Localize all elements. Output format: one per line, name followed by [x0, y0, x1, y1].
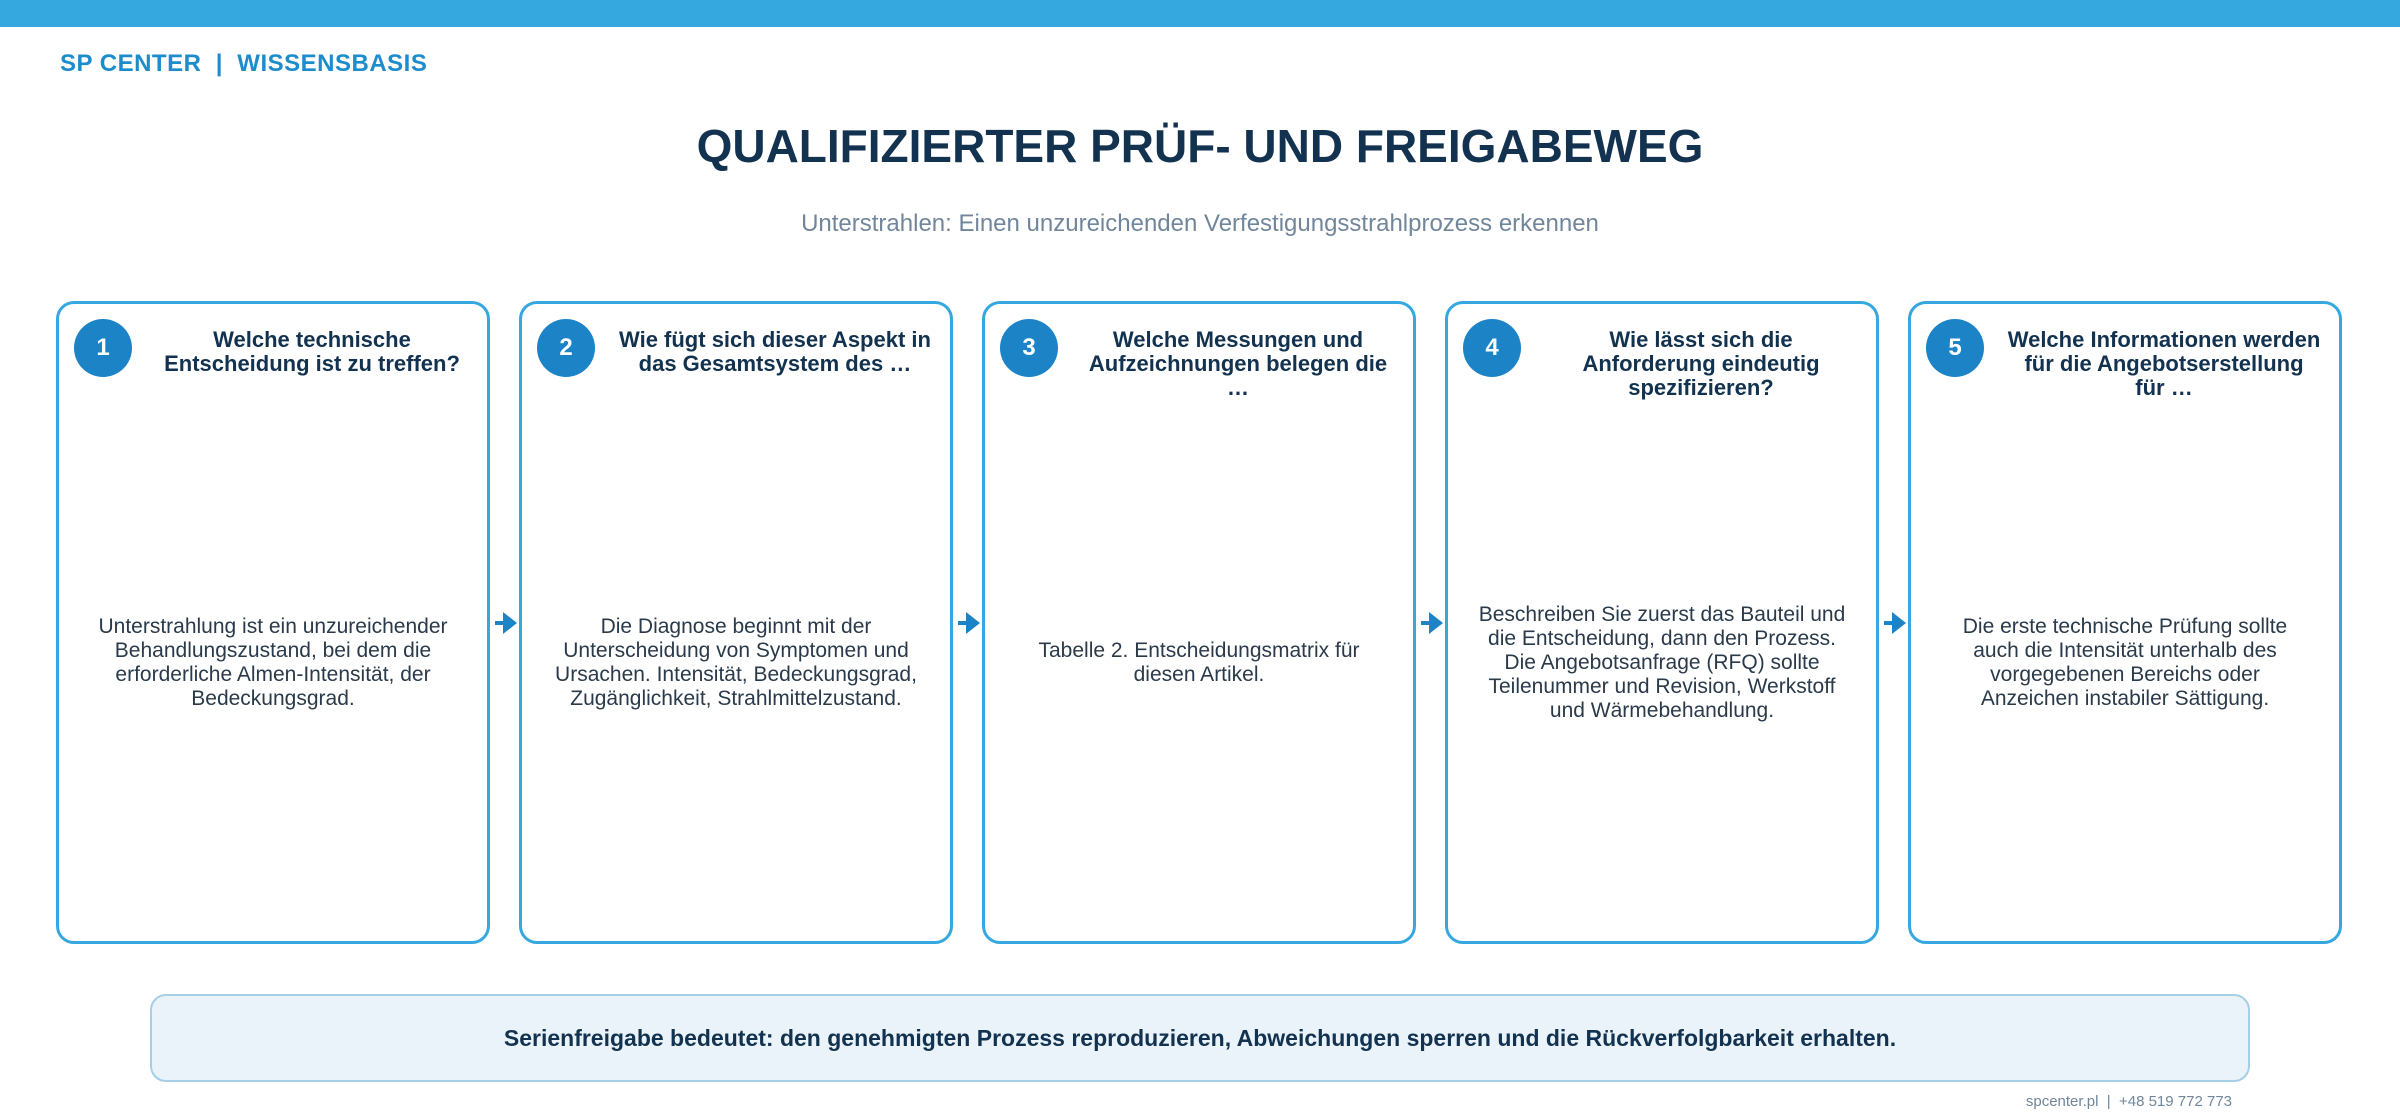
step-card-3: [982, 301, 1416, 944]
step-body-text-4: Beschreiben Sie zuerst das Bauteil und die Entscheidung, dann den Prozess. Die Angebotsanfrage (RFQ) sollte Teilenummer und Revision, Werkstoff und Wärmebehandlung.: [1478, 602, 1846, 722]
step-heading-1: Welche technische Entscheidung ist zu treffen?: [164, 327, 460, 376]
step-number-badge-2: 2: [537, 319, 595, 377]
step-number-badge-5: 5: [1926, 319, 1984, 377]
step-number-badge-4: 4: [1463, 319, 1521, 377]
contact-footer: spcenter.pl | +48 519 772 773: [2025, 1093, 2232, 1110]
step-body-text-3: Tabelle 2. Entscheidungsmatrix für diesen Artikel.: [1038, 638, 1360, 686]
summary-callout: [150, 994, 2250, 1082]
step-body-text-1: Unterstrahlung ist ein unzureichender Behandlungszustand, bei dem die erforderliche Almen-Intensität, der Bedeckungsgrad.: [98, 614, 448, 710]
step-body-text-5: Die erste technische Prüfung sollte auch die Intensität unterhalb des vorgegebenen Bereichs oder Anzeichen instabiler Sättigung.: [1962, 614, 2288, 710]
step-heading-3: Welche Messungen und Aufzeichnungen belegen die …: [1088, 327, 1388, 400]
arrow-right-icon: [966, 612, 980, 634]
step-card-4: [1445, 301, 1879, 944]
step-body-2: [552, 414, 920, 911]
step-body-5: [1941, 414, 2309, 911]
arrow-right-icon: [1892, 612, 1906, 634]
page-title: QUALIFIZIERTER PRÜF- UND FREIGABEWEG: [696, 120, 1704, 172]
step-card-5: [1908, 301, 2342, 944]
step-heading-2: Wie fügt sich dieser Aspekt in das Gesamtsystem des …: [619, 327, 931, 376]
step-body-1: [89, 414, 457, 911]
arrow-right-icon: [1429, 612, 1443, 634]
step-number-badge-1: 1: [74, 319, 132, 377]
step-body-text-2: Die Diagnose beginnt mit der Unterscheidung von Symptomen und Ursachen. Intensität, Bedeckungsgrad, Zugänglichkeit, Strahlmittelzustand.: [555, 614, 917, 710]
summary-text: Serienfreigabe bedeutet: den genehmigten Prozess reproduzieren, Abweichungen sperren und die Rückverfolgbarkeit erhalten.: [503, 1024, 1897, 1051]
step-card-1: [56, 301, 490, 944]
arrow-right-icon: [503, 612, 517, 634]
page-subtitle: Unterstrahlen: Einen unzureichenden Verfestigungsstrahlprozess erkennen: [801, 210, 1599, 237]
brand-header: SP CENTER | WISSENSBASIS: [60, 50, 428, 77]
step-body-4: [1478, 414, 1846, 911]
step-body-3: [1015, 414, 1383, 911]
step-heading-5: Welche Informationen werden für die Angebotserstellung für …: [2007, 327, 2321, 400]
step-heading-4: Wie lässt sich die Anforderung eindeutig spezifizieren?: [1582, 327, 1820, 400]
step-card-2: [519, 301, 953, 944]
step-number-badge-3: 3: [1000, 319, 1058, 377]
top-accent-bar: [0, 0, 2400, 27]
